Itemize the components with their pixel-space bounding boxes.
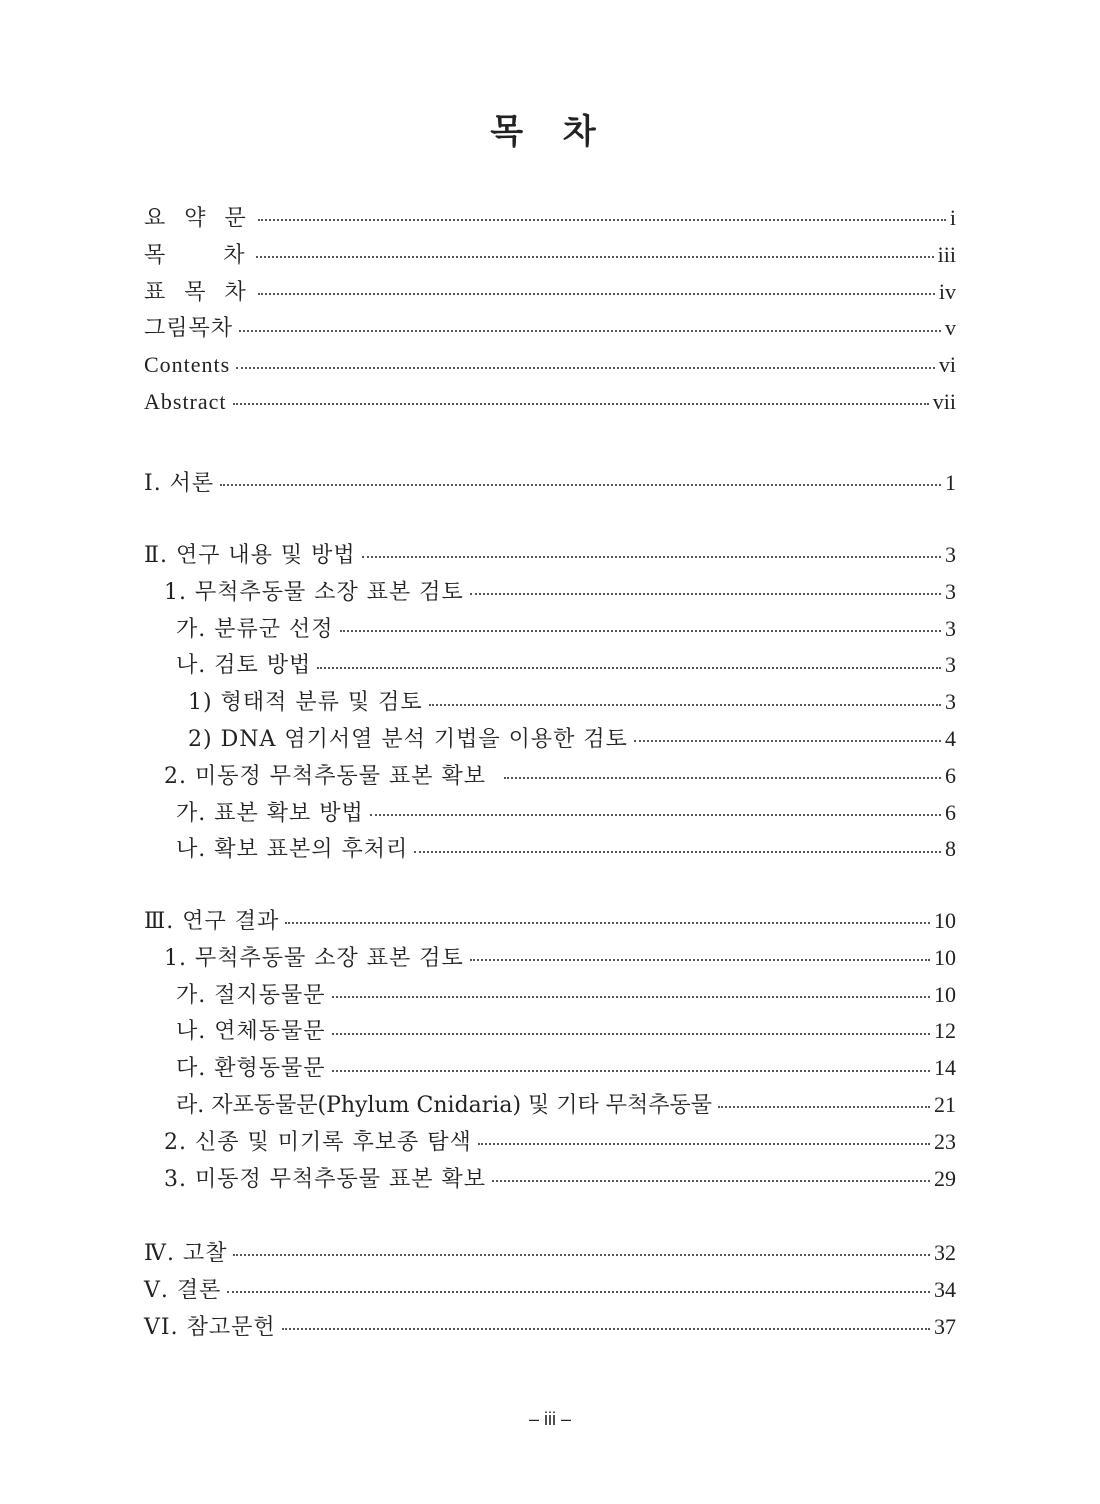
toc-entry[interactable] [144, 310, 956, 347]
toc-entry-page: vi [938, 352, 956, 378]
dot-leader [370, 814, 941, 816]
toc-entry[interactable] [144, 465, 956, 502]
toc-entry-page: iv [938, 278, 956, 304]
toc-entry-page: vii [932, 388, 956, 414]
toc-entry[interactable] [144, 795, 956, 832]
toc-entry[interactable] [144, 1235, 956, 1272]
toc-entry-page: 3 [945, 652, 956, 678]
page-number: – iii – [528, 1409, 572, 1429]
toc-entry-page: v [945, 315, 956, 341]
toc-closing [144, 1235, 956, 1345]
dot-leader [414, 851, 941, 853]
dot-leader [340, 630, 942, 632]
toc-entry-page: 3 [945, 542, 956, 567]
toc-entry-label: 2. 신종 및 미기록 후보종 탐색 [164, 1129, 472, 1155]
toc-entry-page: 4 [945, 725, 956, 751]
dot-leader [634, 740, 941, 742]
toc-entry-label: 1. 무척추동물 소장 표본 검토 [164, 945, 464, 971]
toc-entry-label: Ⅰ. 서론 [144, 471, 215, 496]
toc-entry-label: 1) 형태적 분류 및 검토 [188, 690, 423, 716]
dot-leader [362, 556, 941, 558]
dot-leader [285, 922, 930, 924]
toc-entry-label: 라. 자포동물문(Phylum Cnidaria) 및 기타 무척추동물 [176, 1092, 713, 1118]
dot-leader [478, 1143, 930, 1145]
toc-entry-page: 34 [934, 1276, 956, 1302]
toc-entry-page: 8 [945, 836, 956, 862]
toc-entry-label: Ⅴ. 결론 [144, 1277, 222, 1303]
toc-entry[interactable] [144, 1013, 956, 1050]
toc-entry-label: 가. 표본 확보 방법 [176, 800, 364, 826]
page-title: 목 차 [490, 112, 610, 152]
dot-leader [233, 403, 929, 405]
dot-leader [258, 219, 946, 221]
toc-front-matter [144, 200, 956, 421]
toc-entry[interactable] [144, 831, 956, 868]
dot-leader [236, 367, 935, 369]
toc-entry-page: 23 [934, 1128, 956, 1154]
toc-entry[interactable] [144, 574, 956, 611]
dot-leader [220, 484, 941, 486]
toc-entry-label: 2. 미동정 무척추동물 표본 확보 [164, 763, 486, 789]
toc-entry-page: 3 [945, 689, 956, 715]
toc-entry-label: 요 약 문 [144, 206, 252, 231]
toc-entry-label: 목 차 [144, 242, 251, 268]
toc-entry-label: 가. 분류군 선정 [176, 616, 334, 642]
toc-entry[interactable] [144, 647, 956, 684]
toc-entry[interactable] [144, 611, 956, 648]
toc-entry[interactable] [144, 537, 956, 574]
dot-leader [332, 1033, 931, 1035]
toc-entry[interactable] [144, 1124, 956, 1161]
toc-entry-page: 6 [945, 799, 956, 825]
toc-entry[interactable] [144, 274, 956, 311]
toc-entry-label: 가. 절지동물문 [176, 982, 326, 1008]
toc-entry-page: 10 [934, 908, 956, 933]
toc-chapter-3 [144, 903, 956, 1197]
dot-leader [256, 256, 933, 258]
toc-entry-label: 그림목차 [144, 316, 234, 342]
toc-entry-label: 2) DNA 염기서열 분석 기법을 이용한 검토 [188, 726, 628, 752]
toc-entry-page: iii [937, 241, 956, 267]
toc-entry-label: VI. 참고문헌 [144, 1314, 276, 1340]
toc-entry-page: 37 [934, 1313, 956, 1339]
toc-entry-label: 표 목 차 [144, 279, 252, 305]
toc-entry-label: 나. 연체동물문 [176, 1019, 326, 1045]
dot-leader [470, 959, 930, 961]
toc-chapter-1 [144, 465, 956, 502]
toc-entry-page: i [949, 205, 956, 230]
toc-entry[interactable] [144, 940, 956, 977]
toc-entry-label: 나. 확보 표본의 후처리 [176, 837, 409, 863]
dot-leader [332, 996, 931, 998]
dot-leader [492, 1180, 930, 1182]
toc-entry-label: Ⅱ. 연구 내용 및 방법 [144, 543, 356, 568]
toc-entry-page: 3 [945, 615, 956, 641]
toc-entry-label: Ⅳ. 고찰 [144, 1241, 228, 1266]
toc-entry-page: 32 [934, 1240, 956, 1265]
dot-leader [332, 1070, 931, 1072]
dot-leader [227, 1291, 930, 1293]
toc-entry[interactable] [144, 1087, 956, 1124]
toc-entry-label: Ⅲ. 연구 결과 [144, 909, 280, 934]
toc-entry[interactable] [144, 1050, 956, 1087]
toc-entry-page: 10 [934, 944, 956, 970]
toc-entry-page: 29 [934, 1165, 956, 1191]
toc-entry-page: 21 [934, 1091, 956, 1117]
toc-entry[interactable] [144, 684, 956, 721]
dot-leader [258, 293, 935, 295]
toc-entry-page: 1 [945, 470, 956, 495]
dot-leader [429, 704, 941, 706]
toc-entry[interactable] [144, 721, 956, 758]
toc-entry[interactable] [144, 200, 956, 237]
toc-entry-page: 10 [934, 981, 956, 1007]
toc-entry[interactable] [144, 384, 956, 421]
toc-entry[interactable] [144, 977, 956, 1014]
toc-entry-label: Abstract [144, 388, 227, 414]
toc-entry-page: 6 [945, 762, 956, 788]
toc-entry-page: 14 [934, 1055, 956, 1081]
dot-leader [470, 593, 941, 595]
dot-leader [317, 667, 941, 669]
dot-leader [233, 1254, 930, 1256]
toc-entry[interactable] [144, 1309, 956, 1346]
toc-entry[interactable] [144, 237, 956, 274]
toc-entry-page: 3 [945, 578, 956, 604]
dot-leader [718, 1106, 930, 1108]
toc-entry-label: 3. 미동정 무척추동물 표본 확보 [164, 1166, 486, 1192]
toc-entry-label: 1. 무척추동물 소장 표본 검토 [164, 579, 464, 605]
toc-entry[interactable] [144, 347, 956, 384]
toc-entry-label: 다. 환형동물문 [176, 1056, 326, 1082]
toc-entry-label: 나. 검토 방법 [176, 653, 312, 679]
toc-entry-page: 12 [934, 1018, 956, 1044]
toc-chapter-2 [144, 537, 956, 868]
toc-entry[interactable] [144, 903, 956, 940]
toc-entry[interactable] [144, 758, 956, 795]
dot-leader [239, 330, 941, 332]
dot-leader [282, 1328, 930, 1330]
toc-entry[interactable] [144, 1161, 956, 1198]
toc-entry[interactable] [144, 1272, 956, 1309]
dot-leader [504, 777, 941, 779]
toc-entry-label: Contents [144, 352, 231, 378]
